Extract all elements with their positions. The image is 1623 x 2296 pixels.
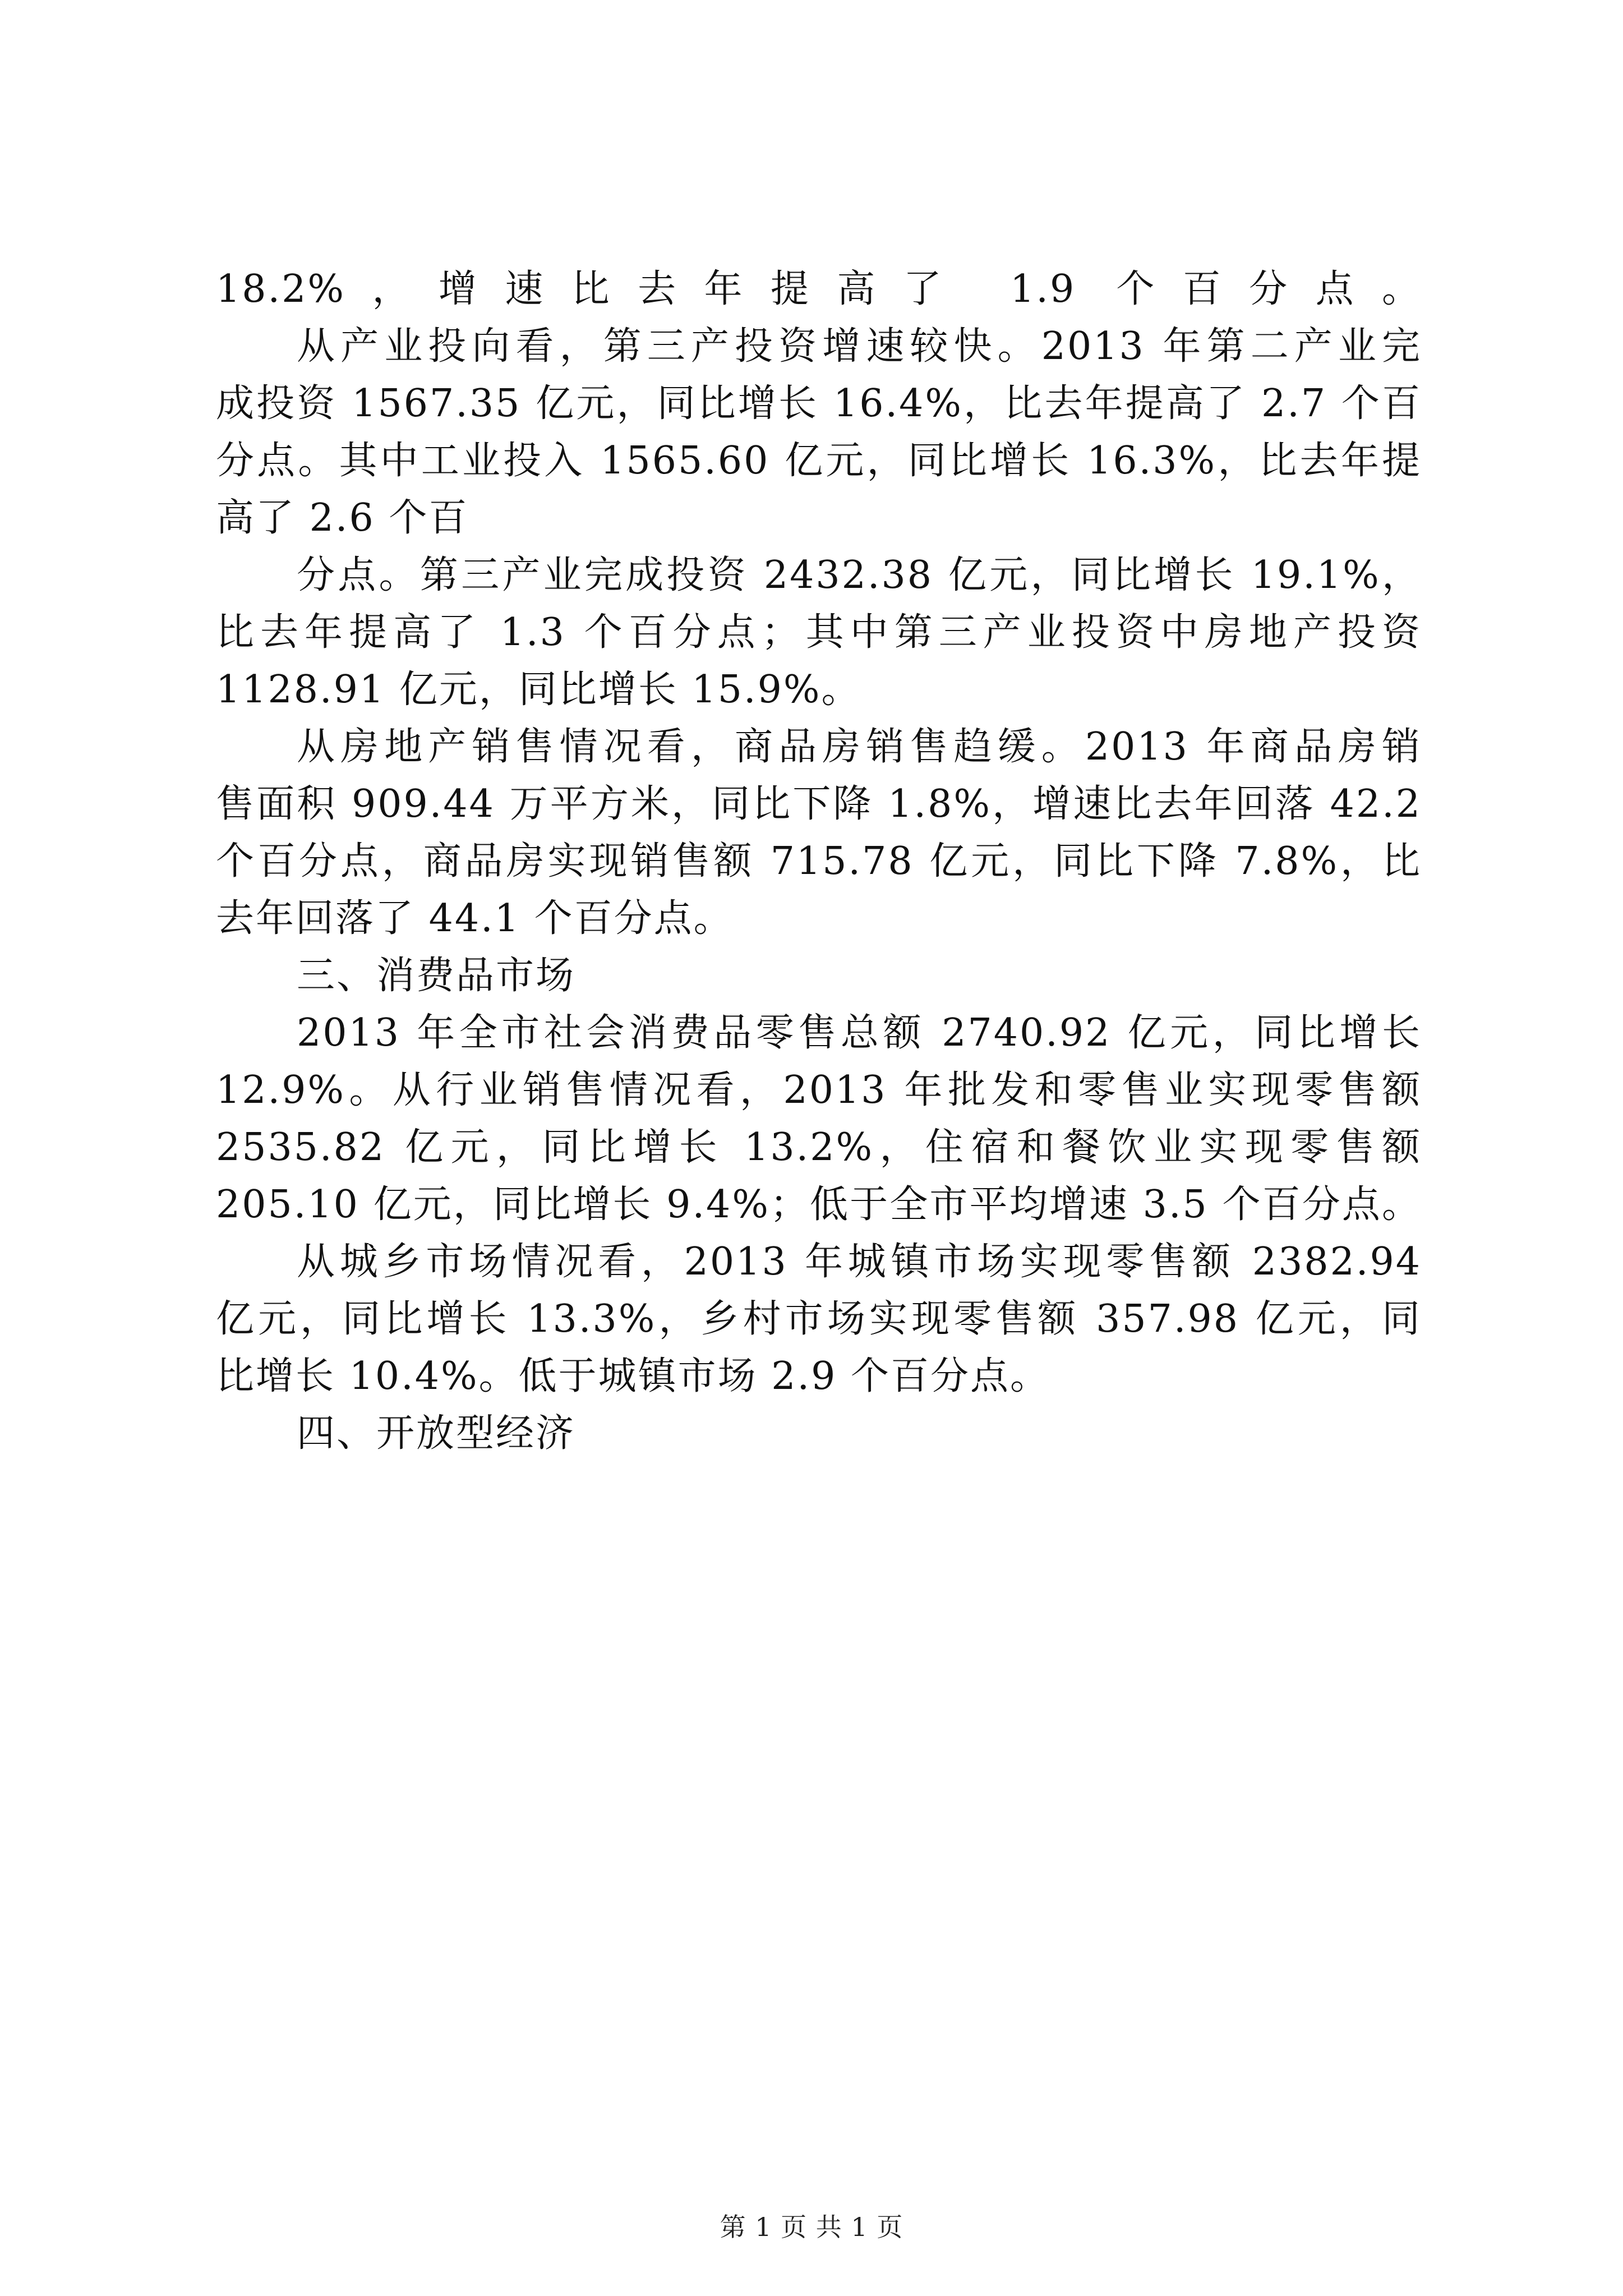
text-line: 售面积 909.44 万平方米，同比下降 1.8%，增速比去年回落 42.2 bbox=[216, 782, 1422, 826]
text-line: 12.9%。从行业销售情况看，2013 年批发和零售业实现零售额 bbox=[216, 1068, 1422, 1112]
text-line: 分点。其中工业投入 1565.60 亿元，同比增长 16.3%，比去年提 bbox=[216, 439, 1422, 483]
text-line: 2535.82 亿元，同比增长 13.2%，住宿和餐饮业实现零售额 bbox=[216, 1125, 1422, 1170]
text-line: 比增长 10.4%。低于城镇市场 2.9 个百分点。 bbox=[216, 1354, 1050, 1398]
text-line: 1128.91 亿元，同比增长 15.9%。 bbox=[216, 668, 861, 712]
text-line: 去年回落了 44.1 个百分点。 bbox=[216, 896, 734, 941]
page-footer: 第 1 页 共 1 页 bbox=[720, 2212, 903, 2242]
section-heading: 四、开放型经济 bbox=[297, 1411, 576, 1456]
section-heading: 三、消费品市场 bbox=[297, 954, 576, 998]
text-line: 高了 2.6 个百 bbox=[216, 496, 469, 540]
text-line: 2013 年全市社会消费品零售总额 2740.92 亿元，同比增长 bbox=[297, 1011, 1422, 1055]
text-line: 比去年提高了 1.3 个百分点；其中第三产业投资中房地产投资 bbox=[216, 610, 1422, 655]
text-line: 成投资 1567.35 亿元，同比增长 16.4%，比去年提高了 2.7 个百 bbox=[216, 381, 1422, 426]
text-line: 分点。第三产业完成投资 2432.38 亿元，同比增长 19.1%， bbox=[297, 553, 1422, 597]
text-line: 亿元，同比增长 13.3%，乡村市场实现零售额 357.98 亿元，同 bbox=[216, 1297, 1422, 1341]
text-line: 18.2%，增速比去年提高了 1.9 个百分点。 bbox=[216, 267, 1422, 311]
text-line: 从房地产销售情况看，商品房销售趋缓。2013 年商品房销 bbox=[297, 725, 1422, 769]
text-line: 个百分点，商品房实现销售额 715.78 亿元，同比下降 7.8%，比 bbox=[216, 839, 1422, 884]
text-line: 从产业投向看，第三产投资增速较快。2013 年第二产业完 bbox=[297, 324, 1422, 369]
text-line: 205.10 亿元，同比增长 9.4%；低于全市平均增速 3.5 个百分点。 bbox=[216, 1182, 1422, 1227]
text-line: 从城乡市场情况看，2013 年城镇市场实现零售额 2382.94 bbox=[297, 1240, 1422, 1284]
document-body bbox=[216, 261, 1422, 1462]
